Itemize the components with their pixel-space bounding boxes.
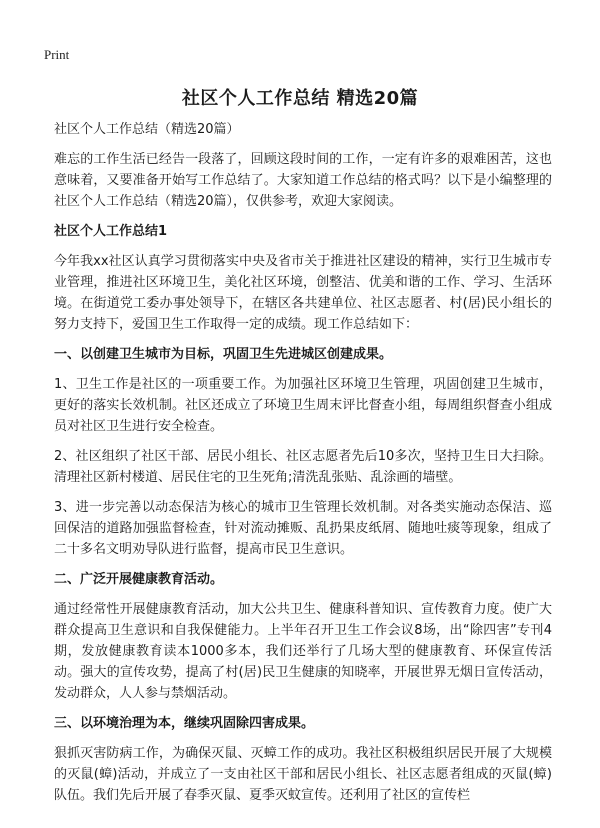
article-subtitle: 社区个人工作总结（精选20篇） (54, 122, 240, 137)
page-title: 社区个人工作总结 精选20篇 (181, 88, 419, 109)
article-body (54, 119, 552, 815)
intro-paragraph: 难忘的工作生活已经告一段落了，回顾这段时间的工作，一定有许多的艰难困苦，这也意味着，又要准备开始写工作总结了。大家知道工作总结的格式吗？以下是小编整理的社区个人工作总结（精选20篇），仅供参考，欢迎大家阅读。 (54, 152, 552, 209)
heading-two: 二、广泛开展健康教育活动。 (54, 572, 224, 587)
health-education-paragraph: 通过经常性开展健康教育活动，加大公共卫生、健康科普知识、宣传教育力度。使广大群众提高卫生意识和自我保健能力。上半年召开卫生工作会议8场，出“除四害”专刊4期，发放健康教育读本1000多本，我们还举行了几场大型的健康教育、环保宣传活动。强大的宣传攻势，提高了村(居)民卫生健康的知晓率，开展世界无烟日宣传活动，发动群众，人人参与禁烟活动。 (54, 602, 552, 701)
point-one-paragraph: 1、卫生工作是社区的一项重要工作。为加强社区环境卫生管理，巩固创建卫生城市，更好的落实长效机制。社区还成立了环境卫生周末评比督查小组，每周组织督查小组成员对社区卫生进行安全检查。 (54, 377, 552, 434)
heading-one: 一、以创建卫生城市为目标，巩固卫生先进城区创建成果。 (54, 347, 393, 362)
point-two-paragraph: 2、社区组织了社区干部、居民小组长、社区志愿者先后10多次，坚持卫生日大扫除。清理社区新村楼道、居民住宅的卫生死角;清洗乱张贴、乱涂画的墙壁。 (54, 449, 552, 485)
heading-three: 三、以环境治理为本，继续巩固除四害成果。 (54, 716, 315, 731)
print-label: Print (44, 47, 70, 62)
pest-control-paragraph: 狠抓灭害防病工作，为确保灭鼠、灭蟑工作的成功。我社区积极组织居民开展了大规模的灭鼠(蟑)活动，并成立了一支由社区干部和居民小组长、社区志愿者组成的灭鼠(蟑)队伍。我们先后开展了春季灭鼠、夏季灭蚊宣传。还利用了社区的宣传栏 (54, 746, 552, 803)
point-three-paragraph: 3、进一步完善以动态保洁为核心的城市卫生管理长效机制。对各类实施动态保洁、巡回保洁的道路加强监督检查，针对流动摊贩、乱扔果皮纸屑、随地吐痰等现象，组成了二十多名文明劝导队进行监督，提高市民卫生意识。 (54, 500, 552, 557)
section-intro-paragraph: 今年我xx社区认真学习贯彻落实中央及省市关于推进社区建设的精神，实行卫生城市专业管理，推进社区环境卫生，美化社区环境，创整洁、优美和谐的工作、学习、生活环境。在街道党工委办事处领导下，在辖区各共建单位、社区志愿者、村(居)民小组长的努力支持下，爱国卫生工作取得一定的成绩。现工作总结如下： (54, 254, 552, 332)
section-title: 社区个人工作总结1 (54, 224, 168, 239)
